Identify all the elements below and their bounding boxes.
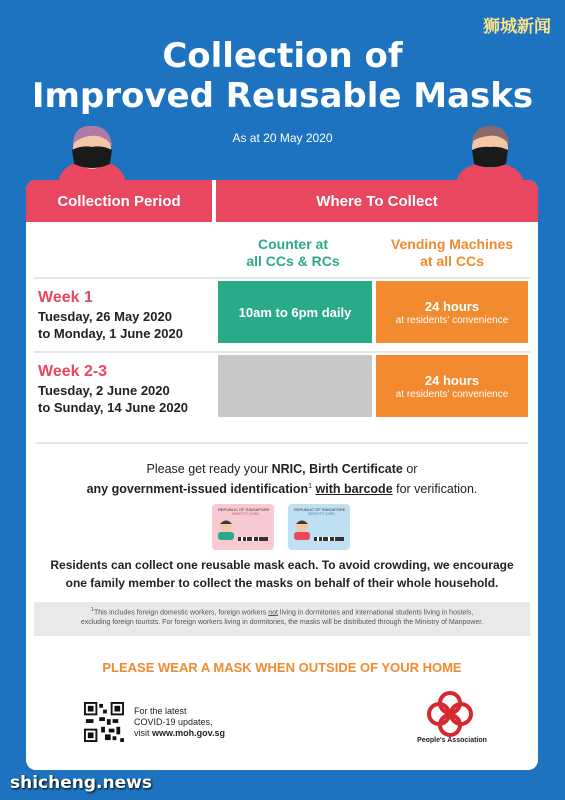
title-line-1: Collection of — [162, 36, 403, 76]
section-divider — [36, 442, 528, 444]
person-left-illustration — [52, 118, 132, 184]
week-2-3-start: Tuesday, 2 June 2020 — [38, 383, 170, 398]
column-vending-line1: Vending Machines — [390, 236, 514, 252]
id-card-blue-illustration — [288, 504, 350, 550]
watermark-top: 狮城新闻 — [483, 17, 551, 37]
residents-note — [26, 556, 538, 592]
watermark-bottom: shicheng.news — [10, 773, 152, 793]
qr-code-icon — [84, 702, 124, 742]
id-card-pink-sub: IDENTITY CARD — [232, 512, 259, 516]
page-title — [0, 36, 565, 116]
id-prompt-docs: NRIC, Birth Certificate — [271, 462, 403, 476]
week-1-vending-sub: at residents' convenience — [395, 314, 509, 326]
id-prompt-verification: for verification. — [392, 482, 478, 497]
wear-mask-warning: PLEASE WEAR A MASK WHEN OUTSIDE OF YOUR HOME — [102, 660, 462, 675]
footnote-box — [34, 602, 530, 636]
footnote-number: 1 — [90, 607, 94, 613]
footnote-part-a: This includes foreign domestic workers, foreign workers — [93, 609, 269, 617]
residents-note-line2: one family member to collect the masks on behalf of their whole household. — [65, 576, 499, 590]
id-card-blue-sub: IDENTITY CARD — [308, 512, 335, 516]
with-barcode-text: with barcode — [315, 482, 393, 497]
moh-url-link[interactable]: www.moh.gov.sg — [152, 728, 226, 738]
header-collection-period: Collection Period — [26, 180, 212, 222]
column-counter-heading — [218, 236, 368, 270]
id-prompt — [26, 460, 538, 498]
id-card-photo-icon — [212, 516, 274, 550]
moh-line2: COVID-19 updates, — [134, 717, 213, 727]
week-2-3-period — [38, 362, 188, 416]
week-2-3-vending-main: 24 hours — [424, 372, 480, 388]
week-1-label: Week 1 — [38, 289, 93, 306]
id-prompt-or: or — [402, 462, 418, 476]
footnote-line1 — [44, 605, 520, 618]
column-vending-line2: at all CCs — [420, 253, 484, 269]
row-separator — [34, 351, 530, 353]
footnote-line2: excluding foreign tourists. For foreign workers living in dormitories, the masks will be distributed through the Ministry of Manpower. — [80, 619, 484, 627]
week-1-counter-text: 10am to 6pm daily — [238, 304, 352, 320]
week-2-3-label: Week 2-3 — [38, 363, 108, 380]
moh-line3 — [134, 728, 225, 739]
moh-updates-info — [134, 706, 225, 739]
peoples-association-logo-icon — [426, 690, 474, 738]
week-1-end: to Monday, 1 June 2020 — [38, 326, 183, 341]
footnote-marker: 1 — [308, 483, 313, 490]
footnote-part-b: living in dormitories and international students living in hostels, — [277, 609, 474, 617]
header-where-to-collect: Where To Collect — [216, 180, 538, 222]
week-1-vending-hours — [376, 281, 528, 343]
peoples-association-label: People's Association — [417, 737, 487, 744]
id-prompt-line1 — [26, 460, 538, 478]
id-prompt-line2 — [26, 478, 538, 498]
footnote-not: not — [268, 609, 278, 617]
week-1-vending-main: 24 hours — [424, 298, 480, 314]
id-prompt-govt-id: any government-issued identification — [86, 482, 309, 497]
week-2-3-counter-unavailable — [218, 355, 372, 417]
week-1-start: Tuesday, 26 May 2020 — [38, 309, 172, 324]
id-card-photo-icon — [288, 516, 350, 550]
column-counter-line2: all CCs & RCs — [246, 253, 340, 269]
week-2-3-vending-hours — [376, 355, 528, 417]
residents-note-line1: Residents can collect one reusable mask each. To avoid crowding, we encourage — [50, 558, 514, 572]
id-prompt-text: Please get ready your — [146, 462, 272, 476]
person-right-illustration — [452, 120, 528, 184]
column-counter-line1: Counter at — [258, 236, 328, 252]
id-card-pink-header: REPUBLIC OF SINGAPORE — [218, 507, 270, 512]
week-1-period — [38, 288, 183, 342]
column-vending-heading — [374, 236, 530, 270]
moh-line1: For the latest — [134, 706, 187, 716]
row-separator — [34, 277, 530, 279]
id-card-blue-header: REPUBLIC OF SINGAPORE — [294, 507, 346, 512]
info-card — [26, 180, 538, 770]
as-at-date: As at 20 May 2020 — [232, 131, 333, 145]
week-2-3-end: to Sunday, 14 June 2020 — [38, 400, 189, 415]
id-card-pink-illustration — [212, 504, 274, 550]
week-2-3-vending-sub: at residents' convenience — [395, 388, 509, 400]
title-line-2: Improved Reusable Masks — [31, 76, 534, 116]
moh-visit: visit — [134, 728, 152, 738]
week-1-counter-hours — [218, 281, 372, 343]
